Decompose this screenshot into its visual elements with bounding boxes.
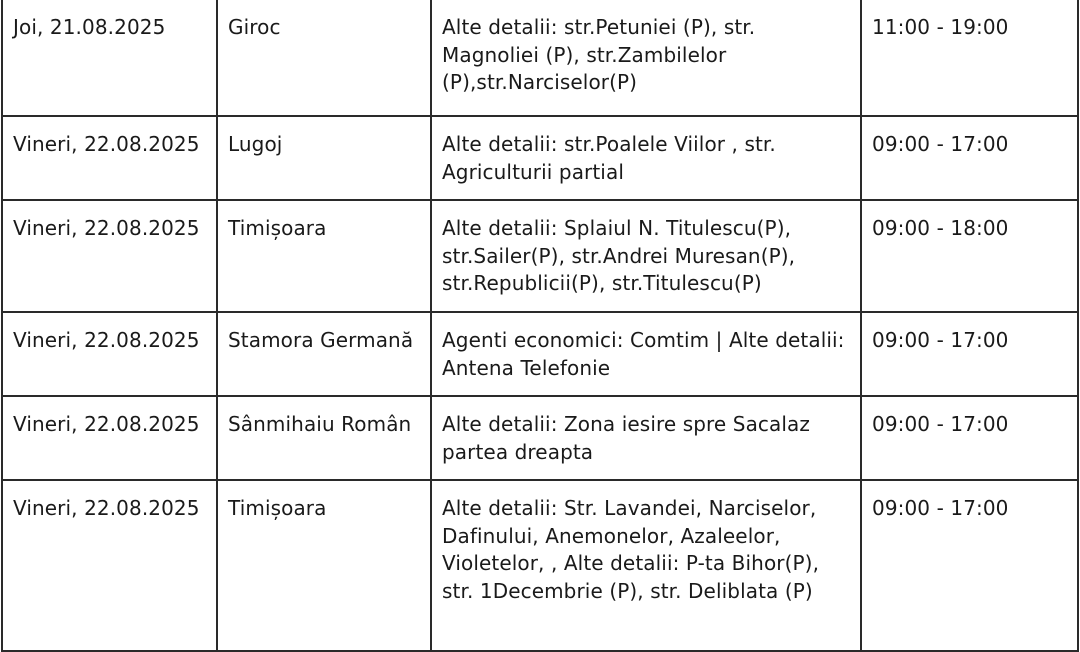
table-row xyxy=(2,0,1078,116)
table-row xyxy=(2,480,1078,651)
details-cell: Alte detalii: Splaiul N. Titulescu(P), str.Sailer(P), str.Andrei Muresan(P), str.Republicii(P), str.Titulescu(P) xyxy=(431,200,861,312)
date-cell: Vineri, 22.08.2025 xyxy=(2,480,217,651)
locality-cell: Stamora Germană xyxy=(217,312,431,396)
interval-cell: 09:00 - 17:00 xyxy=(861,396,1078,480)
locality-cell: Lugoj xyxy=(217,116,431,200)
outage-schedule-table xyxy=(1,0,1079,652)
date-cell: Vineri, 22.08.2025 xyxy=(2,116,217,200)
locality-cell: Timișoara xyxy=(217,480,431,651)
table-row xyxy=(2,200,1078,312)
locality-cell: Timișoara xyxy=(217,200,431,312)
details-cell: Alte detalii: str.Poalele Viilor , str. Agriculturii partial xyxy=(431,116,861,200)
table-row xyxy=(2,116,1078,200)
interval-cell: 09:00 - 17:00 xyxy=(861,480,1078,651)
date-cell: Joi, 21.08.2025 xyxy=(2,0,217,116)
table-row xyxy=(2,312,1078,396)
locality-cell: Giroc xyxy=(217,0,431,116)
date-cell: Vineri, 22.08.2025 xyxy=(2,200,217,312)
details-cell: Alte detalii: str.Petuniei (P), str. Magnoliei (P), str.Zambilelor (P),str.Narciselor(P) xyxy=(431,0,861,116)
table-row xyxy=(2,396,1078,480)
interval-cell: 09:00 - 18:00 xyxy=(861,200,1078,312)
locality-cell: Sânmihaiu Român xyxy=(217,396,431,480)
date-cell: Vineri, 22.08.2025 xyxy=(2,312,217,396)
details-cell: Alte detalii: Zona iesire spre Sacalaz partea dreapta xyxy=(431,396,861,480)
interval-cell: 11:00 - 19:00 xyxy=(861,0,1078,116)
date-cell: Vineri, 22.08.2025 xyxy=(2,396,217,480)
interval-cell: 09:00 - 17:00 xyxy=(861,312,1078,396)
details-cell: Agenti economici: Comtim | Alte detalii: Antena Telefonie xyxy=(431,312,861,396)
details-cell: Alte detalii: Str. Lavandei, Narciselor, Dafinului, Anemonelor, Azaleelor, Violetelor, , Alte detalii: P-ta Bihor(P), str. 1Decembrie (P), str. Deliblata (P) xyxy=(431,480,861,651)
interval-cell: 09:00 - 17:00 xyxy=(861,116,1078,200)
